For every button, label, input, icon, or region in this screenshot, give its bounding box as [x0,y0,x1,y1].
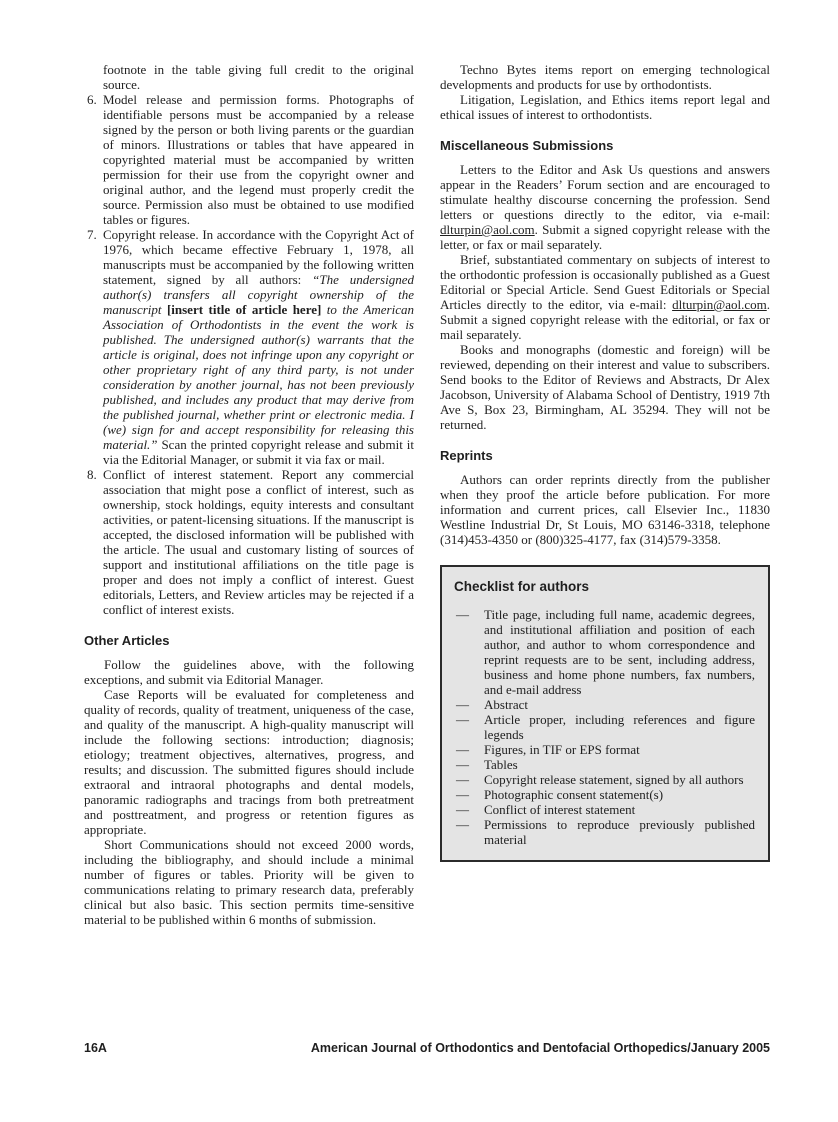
text-segment: . Submit a signed copyright release with the editorial, or fax or mail separately. [440,297,770,342]
paragraph-continuation: footnote in the table giving full credit to the original source. [103,62,414,92]
left-column [84,62,414,927]
item-text [103,467,414,617]
em-dash-marker: — [456,697,469,712]
numbered-list-item [84,92,414,227]
section-heading-reprints: Reprints [440,448,493,463]
numbered-list-item [84,467,414,617]
text-segment: Books and monographs (domestic and foreign) will be reviewed, depending on their interest and value to subscribers. Send books to the Editor of Reviews and Abstracts, Dr Alex Jacobson, University of Alabama School of Dentistry, 1919 7th Ave S, Box 23, Birmingham, AL 35294. They will not be returned. [440,342,770,432]
paragraph [440,252,770,342]
checklist-item [454,817,755,847]
paragraph: Techno Bytes items report on emerging technological developments and products for use by orthodontists. [440,62,770,92]
checklist-box [440,565,770,862]
item-text [103,227,414,467]
checklist-item-text: Photographic consent statement(s) [484,787,664,802]
em-dash-marker: — [456,742,469,757]
text-segment: to the American Association of Orthodontists in the event the work is published. The undersigned author(s) warrants that the article is original, does not infringe upon any copyright or other proprietary right of any third party, is not under consideration by another journal, has not been previously published, and includes any product that may derive from the published journal, whether print or electronic media. I (we) sign for and accept responsibility for releasing this material.” [103,302,414,452]
email-link[interactable]: dlturpin@aol.com [440,222,535,237]
text-segment: Conflict of interest statement. Report any commercial association that might pose a conflict of interest, such as ownership, stock holdings, equity interests and consultant activities, or patent-licensing situations. If the manuscript is accepted, the disclosed information will be published with the article. The usual and customary listing of sources of support and institutional affiliations on the title page is proper and does not imply a conflict of interest. Guest editorials, Letters, and Review articles may be rejected if a conflict of interest exists. [103,467,414,617]
checklist-item-text: Figures, in TIF or EPS format [484,742,640,757]
journal-title-footer: American Journal of Orthodontics and Dentofacial Orthopedics/January 2005 [310,1041,770,1055]
paragraph: Authors can order reprints directly from the publisher when they proof the article before publication. For more information and current prices, call Elsevier Inc., 11830 Westline Industrial Dr, St Louis, MO 63146-3318, telephone (314)453-4350 or (800)325-4177, fax (314)579-3358. [440,472,770,547]
section-heading-other-articles: Other Articles [84,633,170,648]
checklist-heading: Checklist for authors [454,579,590,594]
em-dash-marker: — [456,712,469,727]
em-dash-marker: — [456,772,469,787]
checklist-item-text: Conflict of interest statement [484,802,636,817]
text-segment: “The undersigned author(s) transfers all copyright ownership of the manuscript [103,272,414,317]
page-number: 16A [84,1041,107,1055]
text-segment: Brief, substantiated commentary on subjects of interest to the orthodontic profession is occasionally published as a Guest Editorial or Special Article. Send Guest Editorials or Special Articles directly to the editor, via e-mail: [440,252,770,312]
text-segment: Model release and permission forms. Photographs of identifiable persons must be accompanied by a release signed by the person or both living parents or the guardian of minors. Illustrations or tables that have appeared in copyrighted material must be accompanied by written permission for their use from the copyright owner and original author, and the legend must properly credit the source. Permission also must be obtained to use modified tables or figures. [103,92,414,227]
paragraph: Follow the guidelines above, with the following exceptions, and submit via Editorial Manager. [84,657,414,687]
two-column-layout [84,62,770,927]
paragraph: Short Communications should not exceed 2000 words, including the bibliography, and should include a minimal number of figures or tables. Priority will be given to communications relating to primary research data, preferably clinical but also basic. This section permits time-sensitive material to be published within 6 months of submission. [84,837,414,927]
paragraph: Litigation, Legislation, and Ethics items report legal and ethical issues of interest to orthodontists. [440,92,770,122]
em-dash-marker: — [456,757,469,772]
checklist-item [454,742,755,757]
checklist-item-text: Copyright release statement, signed by all authors [484,772,744,787]
text-segment: Copyright release. In accordance with the Copyright Act of 1976, which became effective February 1, 1978, all manuscripts must be accompanied by the following written statement, signed by all authors: [103,227,414,287]
text-segment: [insert title of article here] [166,302,322,317]
checklist-item [454,607,755,697]
checklist-item [454,697,755,712]
section-heading-miscellaneous-submissions: Miscellaneous Submissions [440,138,614,153]
checklist-item-text: Article proper, including references and figure legends [484,712,755,742]
paragraph [440,162,770,252]
item-text [103,92,414,227]
checklist-item [454,712,755,742]
item-number: 7. [87,227,97,242]
em-dash-marker: — [456,787,469,802]
checklist-item-text: Tables [484,757,518,772]
item-number: 6. [87,92,97,107]
email-link[interactable]: dlturpin@aol.com [672,297,767,312]
em-dash-marker: — [456,817,469,832]
checklist-item [454,757,755,772]
item-number: 8. [87,467,97,482]
checklist-item [454,787,755,802]
text-segment: . Submit a signed copyright release with the letter, or fax or mail separately. [440,222,770,252]
checklist-item-text: Permissions to reproduce previously published material [484,817,755,847]
page-footer [84,1041,770,1056]
checklist-item-text: Abstract [484,697,529,712]
text-segment: Letters to the Editor and Ask Us questions and answers appear in the Readers’ Forum section and are encouraged to stimulate healthy discourse concerning the profession. Send letters or questions directly to the editor, via e-mail: [440,162,770,222]
text-segment: Scan the printed copyright release and submit it via the Editorial Manager, or submit it via fax or mail. [103,437,414,467]
checklist-item [454,802,755,817]
em-dash-marker: — [456,607,469,622]
paragraph [440,342,770,432]
checklist-item [454,772,755,787]
paragraph: Case Reports will be evaluated for completeness and quality of records, quality of treatment, uniqueness of the case, and quality of the manuscript. A high-quality manuscript will include the following sections: introduction; diagnosis; etiology; treatment objectives, alternatives, progress, and results; and discussion. The submitted figures should include extraoral and intraoral photographs and dental models, panoramic radiographs and tracings from both pretreatment and posttreatment, and progress or retention figures as appropriate. [84,687,414,837]
right-column [440,62,770,927]
checklist-item-text: Title page, including full name, academic degrees, and institutional affiliation and position of each author, and author to whom correspondence and reprint requests are to be sent, including address, business and home phone numbers, fax numbers, and e-mail address [484,607,755,697]
em-dash-marker: — [456,802,469,817]
page-content [84,62,770,927]
numbered-list-item [84,227,414,467]
